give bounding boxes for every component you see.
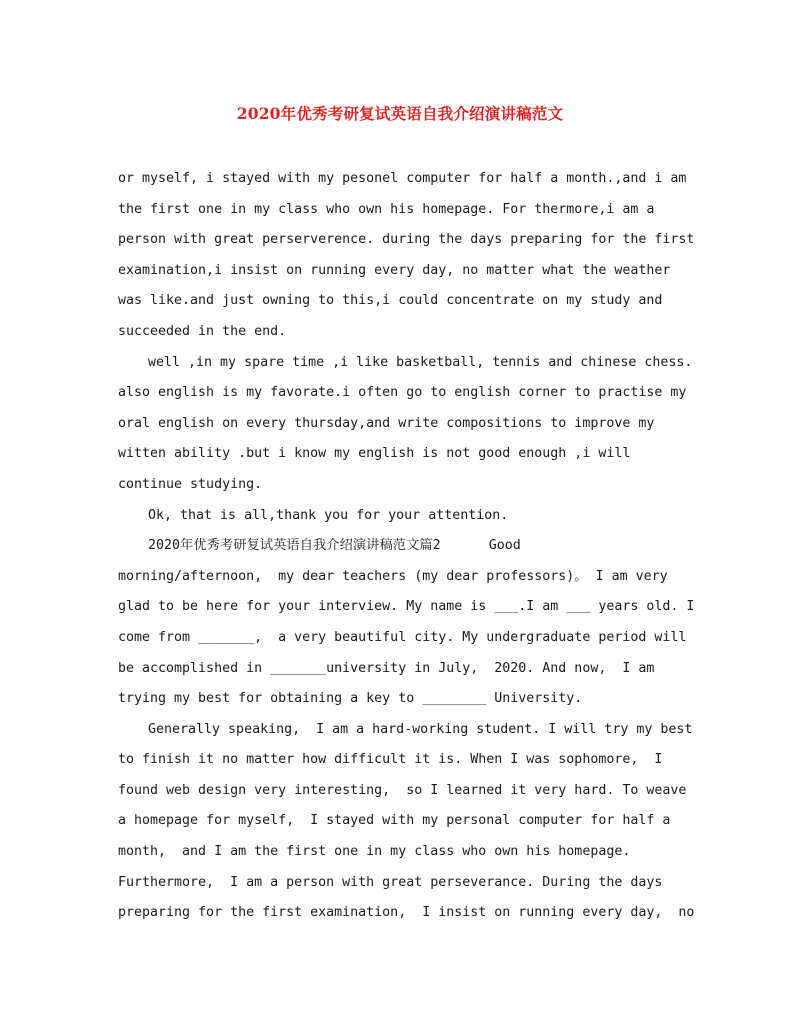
text-line: glad to be here for your interview. My name is ___.I am ___ years old. I <box>118 599 695 615</box>
text-line: well ,in my spare time ,i like basketball, tennis and chinese chess. <box>148 354 693 370</box>
text-line: Ok, that is all,thank you for your attention. <box>148 507 509 523</box>
document-body <box>118 164 694 929</box>
text-line: preparing for the first examination, I insist on running every day, no <box>118 905 695 921</box>
text-line: Furthermore, I am a person with great perseverance. During the days <box>118 874 663 890</box>
text-line: be accomplished in _______university in July, 2020. And now, I am <box>118 660 655 676</box>
text-line: was like.and just owning to this,i could concentrate on my study and <box>118 293 663 309</box>
text-line: to finish it no matter how difficult it is. When I was sophomore, I <box>118 752 663 768</box>
text-line: the first one in my class who own his homepage. For thermore,i am a <box>118 201 655 217</box>
text-line: witten ability .but i know my english is not good enough ,i will <box>118 446 631 462</box>
text-line: examination,i insist on running every day, no matter what the weather <box>118 262 671 278</box>
text-line: morning/afternoon, my dear teachers (my dear professors)。 I am very <box>118 568 668 584</box>
text-line: succeeded in the end. <box>118 323 287 339</box>
text-line: Generally speaking, I am a hard-working student. I will try my best <box>148 721 693 737</box>
text-line: also english is my favorate.i often go to english corner to practise my <box>118 385 687 401</box>
document-title: 2020年优秀考研复试英语自我介绍演讲稿范文 <box>236 104 564 123</box>
text-line: trying my best for obtaining a key to ________ University. <box>118 691 583 707</box>
text-line: found web design very interesting, so I learned it very hard. To weave <box>118 782 687 798</box>
text-line: or myself, i stayed with my pesonel computer for half a month.,and i am <box>118 171 687 186</box>
text-line: oral english on every thursday,and write compositions to improve my <box>118 415 655 431</box>
text-line: month, and I am the first one in my class who own his homepage. <box>118 844 631 860</box>
text-line: a homepage for myself, I stayed with my personal computer for half a <box>118 813 671 829</box>
text-line: come from _______, a very beautiful city. My undergraduate period will <box>118 629 687 645</box>
text-line: 2020年优秀考研复试英语自我介绍演讲稿范文篇2 Good <box>148 538 521 554</box>
text-line: person with great perserverence. during the days preparing for the first <box>118 232 695 248</box>
text-line: continue studying. <box>118 476 263 492</box>
